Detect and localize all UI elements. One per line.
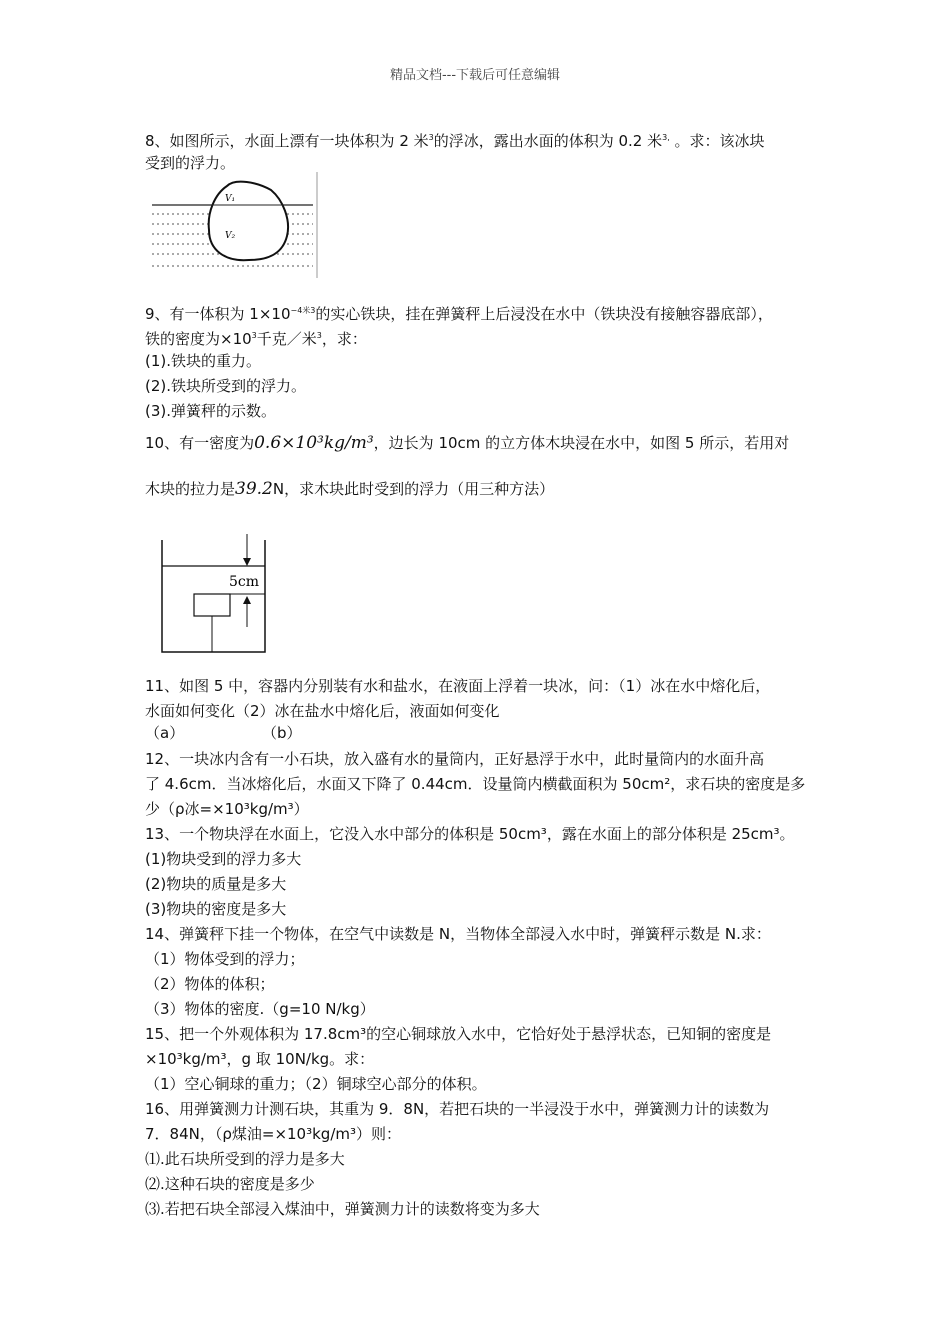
- q16-line1: 16、用弹簧测力计测石块，其重为 9．8N，若把石块的一半浸没于水中，弹簧测力计的读数为: [145, 1100, 770, 1118]
- q8-text-b: 的浮冰，露出水面的体积为 0.2 米: [433, 132, 663, 150]
- v1-label: V₁: [225, 194, 236, 204]
- q9-sup2: 3: [251, 331, 257, 340]
- wood-block-figure: [155, 532, 275, 657]
- q8-sup1: 3: [428, 133, 434, 142]
- q9-text-d: 千克／米: [256, 330, 317, 348]
- page-header: 精品文档---下载后可任意编辑: [389, 68, 561, 83]
- q13-line1: 13、一个物块浮在水面上，它没入水中部分的体积是 50cm³，露在水面上的部分体积是 25cm³。: [145, 825, 795, 843]
- depth-label: 5cm: [229, 574, 260, 590]
- q9-item-2: (2).铁块所受到的浮力。: [145, 377, 307, 395]
- q14-line1: 14、弹簧秤下挂一个物体，在空气中读数是 N，当物体全部浸入水中时，弹簧秤示数是 N.求：: [145, 925, 771, 943]
- q8-text-a: 8、如图所示，水面上漂有一块体积为 2 米: [145, 132, 429, 150]
- q16-item-1: ⑴.此石块所受到的浮力是多大: [145, 1150, 345, 1168]
- q11-line2: 水面如何变化（2）冰在盐水中熔化后，液面如何变化: [145, 702, 500, 720]
- density-formula: 0.6×10³kg/m³: [254, 433, 374, 453]
- wood-block: [194, 594, 230, 616]
- v2-label: V₂: [225, 231, 236, 241]
- q8-line2: 受到的浮力。: [145, 154, 236, 172]
- q9-text-a: 9、有一体积为 1×10: [145, 305, 291, 323]
- q10-text-a: 10、有一密度为: [145, 434, 255, 452]
- q14-item-1: （1）物体受到的浮力；: [145, 950, 305, 968]
- q15-line1: 15、把一个外观体积为 17.8cm³的空心铜球放入水中，它恰好处于悬浮状态，已知铜的密度是: [145, 1025, 772, 1043]
- q9-item-3: (3).弹簧秤的示数。: [145, 402, 277, 420]
- q9-text-b: 的实心铁块，挂在弹簧秤上后浸没在水中（铁块没有接触容器底部），: [315, 305, 773, 323]
- force-value: 39.2: [235, 479, 273, 499]
- q12-line2: 了 4.6cm．当冰熔化后，水面又下降了 0.44cm．设量筒内横截面积为 50cm²，求石块的密度是多: [145, 775, 806, 793]
- q13-item-1: (1)物块受到的浮力多大: [145, 850, 302, 868]
- q9-line1: [145, 300, 773, 325]
- q8-line1: [145, 127, 765, 152]
- q16-item-3: ⑶.若把石块全部浸入煤油中，弹簧测力计的读数将变为多大: [145, 1200, 540, 1218]
- q15-line3: （1）空心铜球的重力；（2）铜球空心部分的体积。: [145, 1075, 487, 1093]
- q9-text-c: 铁的密度为×10: [145, 330, 252, 348]
- q10-line1: [145, 432, 789, 454]
- q16-line2: 7．84N，（ρ煤油=×10³kg/m³）则：: [145, 1125, 401, 1143]
- q11-label-a: （a）: [145, 724, 185, 742]
- q15-line2: ×10³kg/m³，g 取 10N/kg。求：: [145, 1050, 375, 1068]
- q14-item-3: （3）物体的密度.（g=10 N/kg）: [145, 1000, 375, 1018]
- q10-line2: [145, 478, 554, 500]
- q8-text-c: 。求：该冰块: [669, 132, 765, 150]
- q16-item-2: ⑵.这种石块的密度是多少: [145, 1175, 315, 1193]
- q8-sup2: 3,: [662, 133, 670, 142]
- q9-item-1: (1).铁块的重力。: [145, 352, 262, 370]
- q9-sup3: 3: [316, 331, 322, 340]
- q10-text-d: N，求木块此时受到的浮力（用三种方法）: [272, 480, 555, 498]
- q9-sup1: −4米3: [290, 306, 316, 315]
- q9-line2: [145, 325, 367, 350]
- floating-ice-figure: [145, 172, 325, 280]
- q9-text-e: ，求：: [321, 330, 367, 348]
- q13-item-3: (3)物块的密度是多大: [145, 900, 287, 918]
- q11-line1: 11、如图 5 中，容器内分别装有水和盐水，在液面上浮着一块冰，问：（1）冰在水中熔化后，: [145, 677, 771, 695]
- q13-item-2: (2)物块的质量是多大: [145, 875, 287, 893]
- q12-line1: 12、一块冰内含有一小石块，放入盛有水的量筒内，正好悬浮于水中，此时量筒内的水面升高: [145, 750, 765, 768]
- q14-item-2: （2）物体的体积；: [145, 975, 275, 993]
- q10-text-b: ，边长为 10cm 的立方体木块浸在水中，如图 5 所示，若用对: [373, 434, 790, 452]
- q11-label-b: （b）: [262, 724, 302, 742]
- q12-line3: 少（ρ冰=×10³kg/m³）: [145, 800, 309, 818]
- q10-text-c: 木块的拉力是: [145, 480, 236, 498]
